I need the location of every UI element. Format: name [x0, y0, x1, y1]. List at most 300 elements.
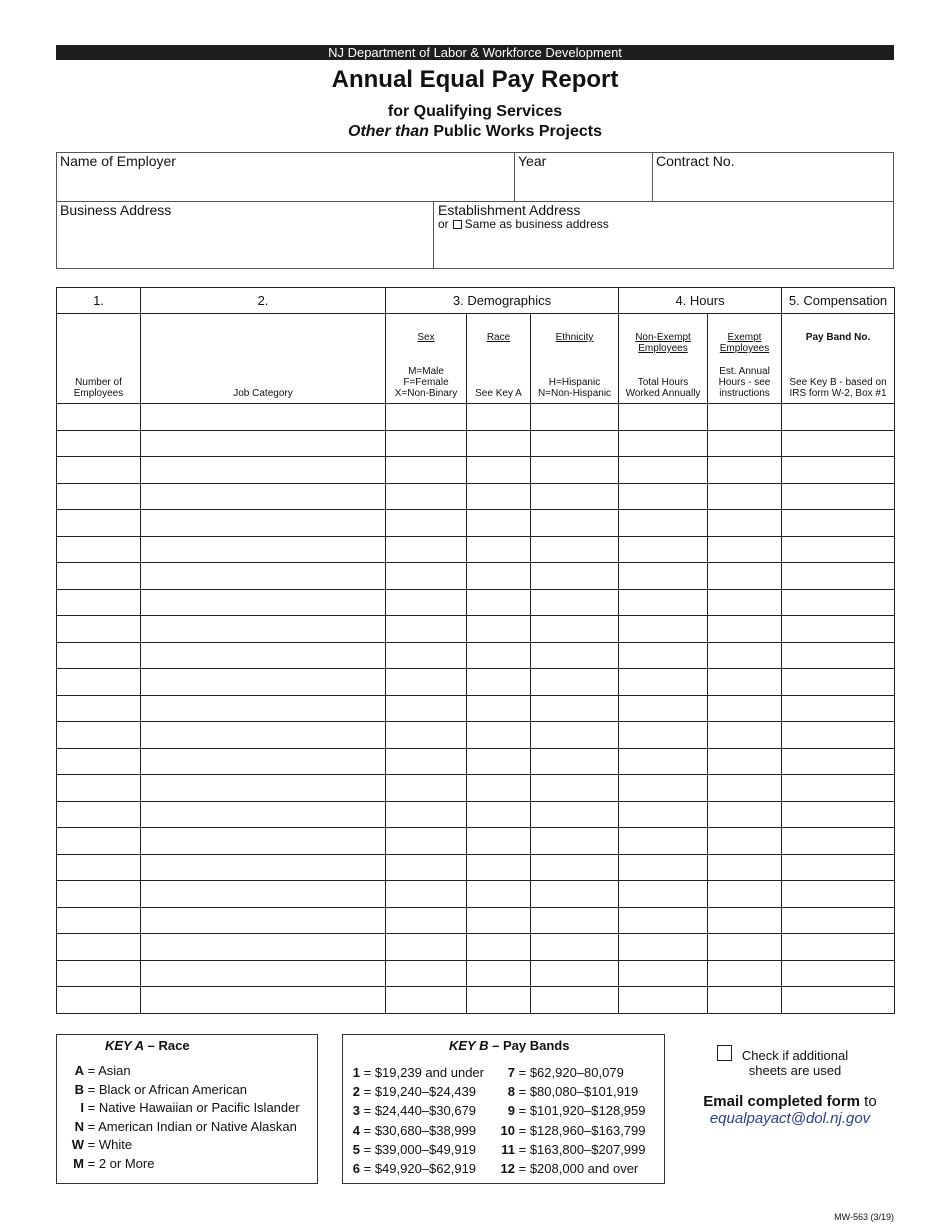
key-b-item: 5 = $39,000–$49,919	[343, 1141, 476, 1159]
table-cell[interactable]	[57, 854, 141, 881]
table-cell[interactable]	[531, 722, 619, 749]
table-cell[interactable]	[782, 775, 895, 802]
table-cell[interactable]	[386, 907, 467, 934]
key-b-item: 7 = $62,920–80,079	[498, 1064, 624, 1082]
table-cell[interactable]	[782, 828, 895, 855]
table-cell[interactable]	[708, 801, 782, 828]
col-2-header: 2.	[141, 288, 386, 314]
table-cell[interactable]	[531, 695, 619, 722]
key-a-code: A	[74, 1063, 84, 1078]
table-cell[interactable]	[708, 642, 782, 669]
table-cell[interactable]	[57, 881, 141, 908]
table-cell[interactable]	[619, 616, 708, 643]
table-cell[interactable]	[141, 563, 386, 590]
table-cell[interactable]	[531, 616, 619, 643]
subtitle-rest: Public Works Projects	[428, 123, 602, 140]
table-cell[interactable]	[386, 775, 467, 802]
table-cell[interactable]	[619, 828, 708, 855]
table-cell[interactable]	[467, 907, 531, 934]
key-b-label: $39,000–$49,919	[374, 1141, 477, 1157]
table-row	[57, 960, 895, 987]
table-cell[interactable]	[141, 589, 386, 616]
table-cell[interactable]	[386, 457, 467, 484]
table-cell[interactable]	[57, 801, 141, 828]
table-cell[interactable]	[141, 907, 386, 934]
table-cell[interactable]	[708, 960, 782, 987]
key-a-code: W	[71, 1137, 84, 1153]
table-cell[interactable]	[386, 589, 467, 616]
table-cell[interactable]	[141, 722, 386, 749]
sex-title: Sex	[417, 332, 435, 343]
table-cell[interactable]	[531, 987, 619, 1014]
table-cell[interactable]	[619, 695, 708, 722]
table-cell[interactable]	[386, 854, 467, 881]
agency-banner: NJ Department of Labor & Workforce Development	[56, 45, 894, 60]
table-cell[interactable]	[386, 404, 467, 431]
key-a-code: I	[80, 1100, 84, 1116]
table-cell[interactable]	[619, 960, 708, 987]
table-cell[interactable]	[386, 430, 467, 457]
table-cell[interactable]	[619, 907, 708, 934]
additional-sheets-line2: sheets are used	[748, 1063, 842, 1078]
job-category-desc: Job Category	[233, 388, 293, 399]
table-cell[interactable]	[531, 563, 619, 590]
additional-sheets-line1: Check if additional	[741, 1048, 849, 1063]
key-b-label: $62,920–80,079	[529, 1065, 624, 1080]
key-b-code: 2	[352, 1084, 360, 1100]
table-cell[interactable]	[467, 881, 531, 908]
table-cell[interactable]	[531, 775, 619, 802]
key-b-item: 1 = $19,239 and under	[343, 1064, 484, 1082]
table-cell[interactable]	[619, 854, 708, 881]
table-cell[interactable]	[782, 404, 895, 431]
table-cell[interactable]	[782, 536, 895, 563]
same-address-checkbox[interactable]	[453, 220, 462, 229]
table-cell[interactable]	[57, 669, 141, 696]
table-cell[interactable]	[708, 748, 782, 775]
key-b-item: 3 = $24,440–$30,679	[343, 1102, 476, 1120]
key-b-code: 7	[507, 1065, 515, 1080]
table-cell[interactable]	[708, 881, 782, 908]
key-b-item: 11 = $163,800–$207,999	[498, 1141, 646, 1159]
table-cell[interactable]	[708, 589, 782, 616]
table-cell[interactable]	[708, 563, 782, 590]
table-cell[interactable]	[708, 722, 782, 749]
table-cell[interactable]	[467, 430, 531, 457]
key-b-code: 12	[500, 1161, 515, 1176]
table-row	[57, 642, 895, 669]
key-b-label: $24,440–$30,679	[374, 1103, 477, 1119]
table-row	[57, 934, 895, 961]
table-cell[interactable]	[708, 616, 782, 643]
ethnicity-title: Ethnicity	[555, 332, 594, 343]
email-instruction	[680, 1093, 900, 1110]
key-a-label: 2 or More	[98, 1156, 155, 1171]
table-cell[interactable]	[531, 404, 619, 431]
table-cell[interactable]	[141, 828, 386, 855]
table-cell[interactable]	[141, 854, 386, 881]
additional-sheets-checkbox[interactable]	[717, 1045, 732, 1061]
table-cell[interactable]	[619, 589, 708, 616]
table-cell[interactable]	[386, 934, 467, 961]
table-cell[interactable]	[141, 510, 386, 537]
table-cell[interactable]	[531, 934, 619, 961]
key-b-code: 11	[501, 1141, 515, 1157]
table-cell[interactable]	[782, 510, 895, 537]
key-b-code: 1	[352, 1065, 360, 1080]
table-cell[interactable]	[782, 642, 895, 669]
year-divider	[514, 152, 515, 202]
key-b-item: 4 = $30,680–$38,999	[343, 1122, 476, 1140]
table-row	[57, 722, 895, 749]
table-cell[interactable]	[708, 828, 782, 855]
key-a-item: B = Black or African American	[67, 1081, 247, 1099]
table-cell[interactable]	[141, 616, 386, 643]
table-cell[interactable]	[782, 589, 895, 616]
table-cell[interactable]	[57, 616, 141, 643]
exempt-title: Exempt Employees	[719, 332, 770, 354]
table-cell[interactable]	[386, 695, 467, 722]
table-cell[interactable]	[467, 934, 531, 961]
table-cell[interactable]	[467, 748, 531, 775]
or-label: or	[438, 217, 449, 231]
table-cell[interactable]	[708, 934, 782, 961]
ethnicity-header	[531, 314, 619, 404]
table-cell[interactable]	[386, 536, 467, 563]
key-b-title-italic: KEY B	[449, 1038, 489, 1053]
table-cell[interactable]	[467, 987, 531, 1014]
table-cell[interactable]	[782, 881, 895, 908]
table-cell[interactable]	[386, 616, 467, 643]
pay-band-title: Pay Band No.	[805, 332, 871, 343]
table-cell[interactable]	[57, 828, 141, 855]
demographics-header: 3. Demographics	[386, 288, 619, 314]
table-row	[57, 536, 895, 563]
table-cell[interactable]	[708, 907, 782, 934]
table-cell[interactable]	[467, 854, 531, 881]
table-cell[interactable]	[782, 430, 895, 457]
table-cell[interactable]	[467, 510, 531, 537]
key-b-pay-bands	[342, 1034, 665, 1184]
table-cell[interactable]	[619, 563, 708, 590]
table-cell[interactable]	[57, 536, 141, 563]
table-cell[interactable]	[57, 987, 141, 1014]
table-cell[interactable]	[782, 934, 895, 961]
table-cell[interactable]	[57, 563, 141, 590]
key-a-label: Native Hawaiian or Pacific Islander	[98, 1100, 300, 1116]
job-category-header	[141, 314, 386, 404]
table-cell[interactable]	[467, 960, 531, 987]
table-cell[interactable]	[708, 457, 782, 484]
table-cell[interactable]	[531, 854, 619, 881]
table-cell[interactable]	[619, 881, 708, 908]
table-cell[interactable]	[531, 536, 619, 563]
table-cell[interactable]	[531, 642, 619, 669]
employer-name-label: Name of Employer	[60, 153, 176, 169]
table-cell[interactable]	[57, 589, 141, 616]
table-row	[57, 457, 895, 484]
table-cell[interactable]	[386, 563, 467, 590]
table-cell[interactable]	[619, 483, 708, 510]
pay-band-desc: See Key B - based on IRS form W-2, Box #1	[789, 377, 887, 399]
table-cell[interactable]	[467, 589, 531, 616]
table-cell[interactable]	[386, 881, 467, 908]
table-row	[57, 907, 895, 934]
table-cell[interactable]	[782, 483, 895, 510]
table-cell[interactable]	[708, 775, 782, 802]
race-title: Race	[486, 332, 511, 343]
key-a-item: I = Native Hawaiian or Pacific Islander	[67, 1099, 300, 1117]
table-cell[interactable]	[782, 669, 895, 696]
table-cell[interactable]	[782, 907, 895, 934]
table-cell[interactable]	[782, 854, 895, 881]
table-cell[interactable]	[531, 430, 619, 457]
table-cell[interactable]	[386, 722, 467, 749]
table-cell[interactable]	[141, 669, 386, 696]
key-b-label: $101,920–$128,959	[529, 1103, 646, 1119]
table-row	[57, 589, 895, 616]
table-cell[interactable]	[467, 404, 531, 431]
table-cell[interactable]	[141, 748, 386, 775]
table-cell[interactable]	[467, 775, 531, 802]
table-row	[57, 775, 895, 802]
table-cell[interactable]	[386, 828, 467, 855]
table-cell[interactable]	[57, 642, 141, 669]
table-cell[interactable]	[141, 536, 386, 563]
key-b-label: $128,960–$163,799	[529, 1122, 646, 1138]
subtitle-emphasis: Other than	[348, 123, 429, 140]
form-subtitle: for Qualifying Services	[387, 103, 563, 120]
table-row	[57, 801, 895, 828]
table-cell[interactable]	[467, 483, 531, 510]
table-cell[interactable]	[708, 669, 782, 696]
table-cell[interactable]	[386, 642, 467, 669]
table-cell[interactable]	[467, 722, 531, 749]
key-a-race	[56, 1034, 318, 1184]
table-cell[interactable]	[782, 960, 895, 987]
same-address-label: Same as business address	[464, 217, 609, 231]
table-cell[interactable]	[708, 510, 782, 537]
table-cell[interactable]	[531, 589, 619, 616]
table-cell[interactable]	[619, 510, 708, 537]
table-cell[interactable]	[141, 430, 386, 457]
table-cell[interactable]	[531, 457, 619, 484]
table-cell[interactable]	[619, 934, 708, 961]
table-cell[interactable]	[467, 695, 531, 722]
key-a-label: Asian	[98, 1063, 131, 1078]
table-cell[interactable]	[708, 404, 782, 431]
email-instruction-bold: Email completed form	[703, 1093, 860, 1110]
key-b-label: $80,080–$101,919	[529, 1084, 639, 1100]
table-cell[interactable]	[57, 510, 141, 537]
table-cell[interactable]	[141, 695, 386, 722]
table-row	[57, 616, 895, 643]
table-cell[interactable]	[708, 987, 782, 1014]
contract-number-field[interactable]	[656, 153, 890, 199]
table-cell[interactable]	[467, 801, 531, 828]
non-exempt-title: Non-Exempt Employees	[635, 332, 691, 354]
table-cell[interactable]	[57, 404, 141, 431]
table-cell[interactable]	[619, 748, 708, 775]
table-cell[interactable]	[782, 987, 895, 1014]
table-cell[interactable]	[57, 960, 141, 987]
email-link[interactable]: equalpayact@dol.nj.gov	[709, 1110, 871, 1127]
table-cell[interactable]	[141, 987, 386, 1014]
ethnicity-desc: H=Hispanic N=Non-Hispanic	[537, 377, 612, 399]
table-cell[interactable]	[782, 563, 895, 590]
table-cell[interactable]	[619, 722, 708, 749]
business-address-label: Business Address	[60, 202, 172, 218]
table-cell[interactable]	[782, 616, 895, 643]
table-cell[interactable]	[57, 457, 141, 484]
table-cell[interactable]	[782, 748, 895, 775]
table-cell[interactable]	[708, 854, 782, 881]
table-cell[interactable]	[57, 907, 141, 934]
table-row	[57, 510, 895, 537]
key-b-item: 9 = $101,920–$128,959	[498, 1102, 646, 1120]
key-b-label: $30,680–$38,999	[374, 1122, 477, 1138]
table-row	[57, 404, 895, 431]
sex-desc: M=Male F=Female X=Non-Binary	[394, 366, 458, 399]
table-cell[interactable]	[531, 960, 619, 987]
contract-divider	[652, 152, 653, 202]
table-cell[interactable]	[386, 510, 467, 537]
table-cell[interactable]	[619, 775, 708, 802]
table-cell[interactable]	[57, 775, 141, 802]
hours-header: 4. Hours	[619, 288, 782, 314]
year-field[interactable]	[518, 153, 648, 199]
table-cell[interactable]	[531, 483, 619, 510]
form-id: MW-563 (3/19)	[834, 1212, 894, 1222]
table-cell[interactable]	[531, 828, 619, 855]
table-cell[interactable]	[708, 695, 782, 722]
table-cell[interactable]	[467, 669, 531, 696]
table-cell[interactable]	[619, 536, 708, 563]
year-label: Year	[518, 153, 547, 169]
table-cell[interactable]	[619, 987, 708, 1014]
key-b-title-rest: – Pay Bands	[488, 1038, 570, 1053]
table-cell[interactable]	[531, 907, 619, 934]
table-cell[interactable]	[708, 536, 782, 563]
establishment-address-field[interactable]	[438, 202, 890, 266]
key-b-item: 2 = $19,240–$24,439	[343, 1083, 476, 1101]
table-cell[interactable]	[386, 960, 467, 987]
table-cell[interactable]	[782, 722, 895, 749]
table-cell[interactable]	[141, 960, 386, 987]
table-cell[interactable]	[708, 483, 782, 510]
table-cell[interactable]	[619, 642, 708, 669]
col-1-header: 1.	[57, 288, 141, 314]
table-row	[57, 854, 895, 881]
business-address-field[interactable]	[60, 202, 430, 266]
num-employees-header	[57, 314, 141, 404]
table-cell[interactable]	[57, 483, 141, 510]
table-cell[interactable]	[141, 404, 386, 431]
key-a-label: Black or African American	[98, 1081, 247, 1097]
key-b-title	[449, 1037, 569, 1055]
table-row	[57, 563, 895, 590]
table-cell[interactable]	[467, 536, 531, 563]
table-cell[interactable]	[467, 642, 531, 669]
table-cell[interactable]	[57, 430, 141, 457]
table-cell[interactable]	[619, 801, 708, 828]
table-cell[interactable]	[141, 934, 386, 961]
table-cell[interactable]	[141, 457, 386, 484]
key-a-title-italic: KEY A	[105, 1038, 145, 1053]
table-cell[interactable]	[531, 881, 619, 908]
key-b-code: 4	[352, 1122, 360, 1138]
table-cell[interactable]	[141, 775, 386, 802]
table-cell[interactable]	[57, 695, 141, 722]
key-a-code: M	[73, 1156, 84, 1171]
form-title: Annual Equal Pay Report	[331, 66, 619, 93]
table-cell[interactable]	[57, 934, 141, 961]
key-b-label: $19,240–$24,439	[374, 1084, 477, 1100]
establishment-address-label: Establishment Address	[438, 202, 581, 218]
table-cell[interactable]	[141, 881, 386, 908]
key-a-item: M = 2 or More	[67, 1155, 154, 1173]
table-cell[interactable]	[782, 801, 895, 828]
key-a-title	[105, 1037, 190, 1055]
table-row	[57, 828, 895, 855]
key-a-code: B	[74, 1081, 84, 1097]
table-cell[interactable]	[467, 457, 531, 484]
key-b-code: 3	[352, 1103, 360, 1119]
table-cell[interactable]	[782, 457, 895, 484]
table-cell[interactable]	[57, 722, 141, 749]
key-a-label: White	[98, 1137, 133, 1153]
table-cell[interactable]	[467, 563, 531, 590]
table-row	[57, 483, 895, 510]
table-cell[interactable]	[141, 483, 386, 510]
exempt-header	[708, 314, 782, 404]
table-cell[interactable]	[531, 748, 619, 775]
email-instruction-rest: to	[860, 1093, 877, 1110]
non-exempt-desc: Total Hours Worked Annually	[625, 377, 701, 399]
key-a-item: A = Asian	[67, 1062, 131, 1080]
table-cell[interactable]	[531, 801, 619, 828]
table-cell[interactable]	[141, 642, 386, 669]
employer-name-field[interactable]	[60, 153, 510, 199]
table-cell[interactable]	[57, 748, 141, 775]
table-cell[interactable]	[467, 828, 531, 855]
table-cell[interactable]	[708, 430, 782, 457]
table-cell[interactable]	[782, 695, 895, 722]
employee-table	[56, 287, 895, 1014]
table-cell[interactable]	[386, 748, 467, 775]
table-cell[interactable]	[619, 404, 708, 431]
race-header	[467, 314, 531, 404]
table-cell[interactable]	[531, 669, 619, 696]
table-cell[interactable]	[531, 510, 619, 537]
table-cell[interactable]	[386, 801, 467, 828]
race-desc: See Key A	[475, 388, 522, 399]
table-cell[interactable]	[386, 987, 467, 1014]
key-b-label: $208,000 and over	[529, 1161, 639, 1176]
num-employees-desc: Number of Employees	[73, 377, 124, 399]
additional-sheets-label	[735, 1048, 855, 1078]
table-cell[interactable]	[386, 669, 467, 696]
key-b-code: 5	[352, 1141, 360, 1157]
table-cell[interactable]	[467, 616, 531, 643]
table-cell[interactable]	[386, 483, 467, 510]
table-cell[interactable]	[619, 669, 708, 696]
key-b-item: 10 = $128,960–$163,799	[498, 1122, 646, 1140]
table-cell[interactable]	[619, 430, 708, 457]
table-row	[57, 430, 895, 457]
table-cell[interactable]	[141, 801, 386, 828]
table-cell[interactable]	[619, 457, 708, 484]
